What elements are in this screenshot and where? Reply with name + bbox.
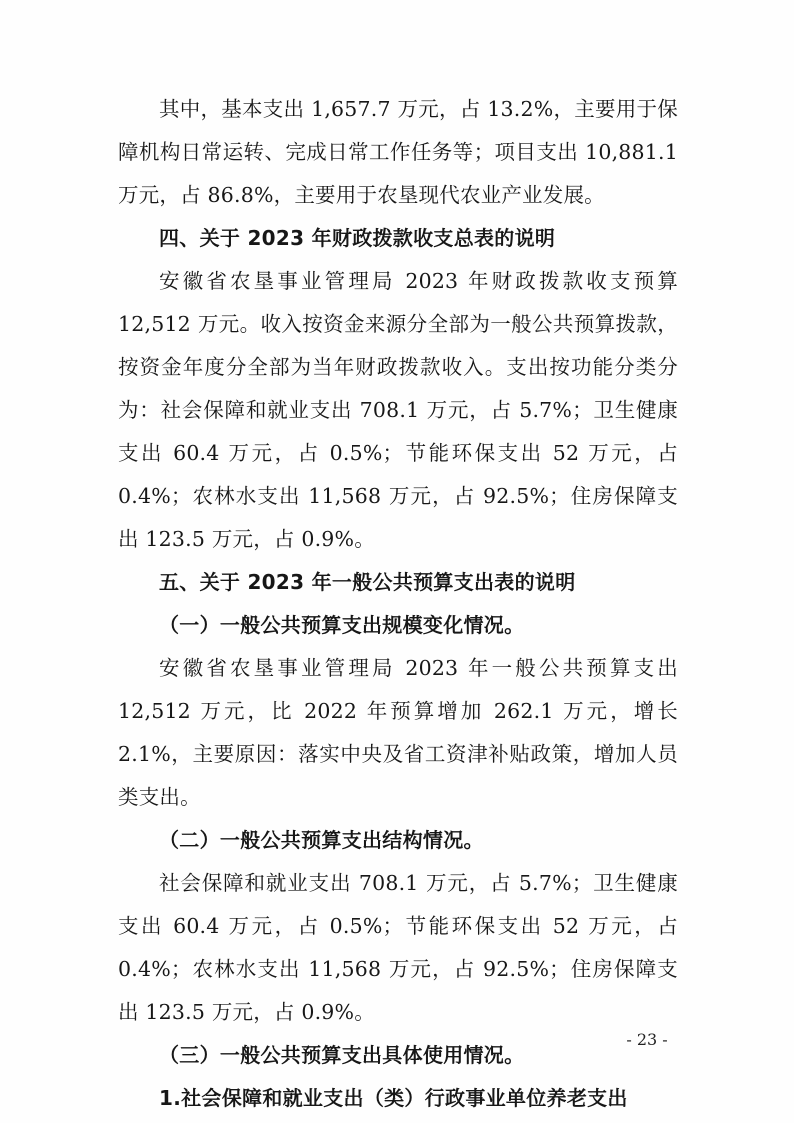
- paragraph-fiscal-appropriation-summary: 安徽省农垦事业管理局 2023 年财政拨款收支预算 12,512 万元。收入按资金来源分全部为一般公共预算拨款，按资金年度分全部为当年财政拨款收入。支出按功能分类分为：社会保障和就业支出 708.1 万元，占 5.7%；卫生健康支出 60.4 万元，占 0.5%；节能环保支出 52 万元，占 0.4%；农林水支出 11,568 万元，占 92.5%；住房保障支出 123.5 万元，占 0.9%。: [118, 269, 678, 551]
- page-number: - 23 -: [626, 1030, 668, 1049]
- section-heading-five: 五、关于 2023 年一般公共预算支出表的说明: [159, 570, 576, 594]
- item-heading-social-security: 1.社会保障和就业支出（类）行政事业单位养老支出: [159, 1086, 628, 1110]
- page-footer: [0, 1030, 794, 1049]
- subsection-heading-two: （二）一般公共预算支出结构情况。: [159, 828, 484, 852]
- document-body: [118, 88, 678, 1120]
- paragraph-basic-expenditure: 其中，基本支出 1,657.7 万元，占 13.2%，主要用于保障机构日常运转、完成日常工作任务等；项目支出 10,881.1 万元，占 86.8%，主要用于农垦现代农业产业发展。: [118, 97, 678, 207]
- section-heading-four: 四、关于 2023 年财政拨款收支总表的说明: [159, 226, 556, 250]
- subsection-heading-three: （三）一般公共预算支出具体使用情况。: [159, 1043, 525, 1067]
- paragraph-expenditure-scale-change: 安徽省农垦事业管理局 2023 年一般公共预算支出 12,512 万元，比 2022 年预算增加 262.1 万元，增长 2.1%，主要原因：落实中央及省工资津补贴政策，增加人员类支出。: [118, 656, 678, 809]
- paragraph-expenditure-structure: 社会保障和就业支出 708.1 万元，占 5.7%；卫生健康支出 60.4 万元，占 0.5%；节能环保支出 52 万元，占 0.4%；农林水支出 11,568 万元，占 92.5%；住房保障支出 123.5 万元，占 0.9%。: [118, 871, 678, 1024]
- subsection-heading-one: （一）一般公共预算支出规模变化情况。: [159, 613, 525, 637]
